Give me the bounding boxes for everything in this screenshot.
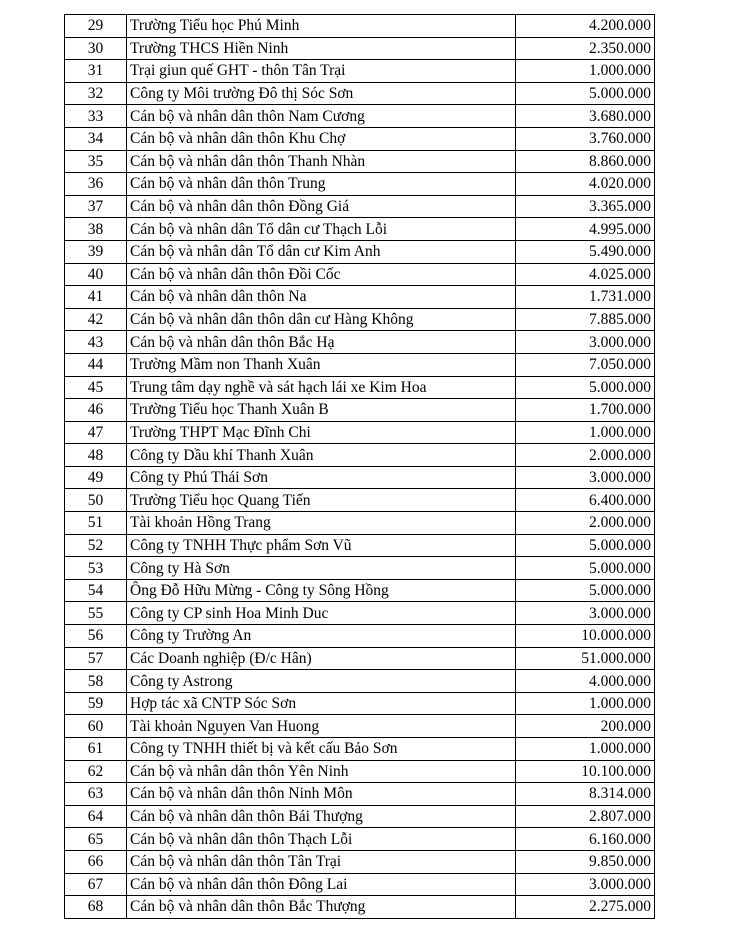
table-row bbox=[65, 715, 655, 738]
donor-name-cell: Công ty TNHH thiết bị và kết cấu Bảo Sơn bbox=[127, 738, 516, 761]
donor-name-cell: Cán bộ và nhân dân thôn Ninh Môn bbox=[127, 783, 516, 806]
donor-name-cell: Trường Mầm non Thanh Xuân bbox=[127, 353, 516, 376]
table-row bbox=[65, 670, 655, 693]
row-number-cell: 61 bbox=[65, 738, 127, 761]
row-number-cell: 37 bbox=[65, 195, 127, 218]
amount-cell: 5.000.000 bbox=[516, 534, 655, 557]
row-number-cell: 54 bbox=[65, 579, 127, 602]
donor-name-cell: Cán bộ và nhân dân thôn Trung bbox=[127, 173, 516, 196]
table-row bbox=[65, 444, 655, 467]
donor-name-cell: Cán bộ và nhân dân thôn Nam Cương bbox=[127, 105, 516, 128]
donor-name-cell: Công ty Astrong bbox=[127, 670, 516, 693]
amount-cell: 3.000.000 bbox=[516, 873, 655, 896]
row-number-cell: 62 bbox=[65, 760, 127, 783]
donor-name-cell: Tài khoản Hồng Trang bbox=[127, 512, 516, 535]
table-row bbox=[65, 399, 655, 422]
donor-name-cell: Cán bộ và nhân dân thôn Đông Lai bbox=[127, 873, 516, 896]
table-row bbox=[65, 286, 655, 309]
table-row bbox=[65, 896, 655, 919]
donor-name-cell: Cán bộ và nhân dân thôn Bái Thượng bbox=[127, 805, 516, 828]
row-number-cell: 67 bbox=[65, 873, 127, 896]
row-number-cell: 39 bbox=[65, 240, 127, 263]
amount-cell: 3.760.000 bbox=[516, 127, 655, 150]
table-row bbox=[65, 850, 655, 873]
table-row bbox=[65, 218, 655, 241]
table-row bbox=[65, 489, 655, 512]
amount-cell: 1.000.000 bbox=[516, 421, 655, 444]
amount-cell: 200.000 bbox=[516, 715, 655, 738]
amount-cell: 8.314.000 bbox=[516, 783, 655, 806]
row-number-cell: 36 bbox=[65, 173, 127, 196]
table-row bbox=[65, 512, 655, 535]
amount-cell: 2.275.000 bbox=[516, 896, 655, 919]
table-row bbox=[65, 127, 655, 150]
table-row bbox=[65, 82, 655, 105]
table-row bbox=[65, 353, 655, 376]
row-number-cell: 40 bbox=[65, 263, 127, 286]
donor-name-cell: Công ty Môi trường Đô thị Sóc Sơn bbox=[127, 82, 516, 105]
amount-cell: 3.000.000 bbox=[516, 602, 655, 625]
row-number-cell: 57 bbox=[65, 647, 127, 670]
row-number-cell: 47 bbox=[65, 421, 127, 444]
row-number-cell: 29 bbox=[65, 15, 127, 38]
amount-cell: 1.731.000 bbox=[516, 286, 655, 309]
table-row bbox=[65, 105, 655, 128]
amount-cell: 6.400.000 bbox=[516, 489, 655, 512]
donor-name-cell: Công ty Phú Thái Sơn bbox=[127, 466, 516, 489]
amount-cell: 7.885.000 bbox=[516, 308, 655, 331]
table-row bbox=[65, 15, 655, 38]
row-number-cell: 52 bbox=[65, 534, 127, 557]
amount-cell: 5.000.000 bbox=[516, 579, 655, 602]
donor-name-cell: Trường Tiểu học Phú Minh bbox=[127, 15, 516, 38]
row-number-cell: 56 bbox=[65, 625, 127, 648]
table-row bbox=[65, 783, 655, 806]
row-number-cell: 32 bbox=[65, 82, 127, 105]
table-row bbox=[65, 534, 655, 557]
table-row bbox=[65, 195, 655, 218]
row-number-cell: 53 bbox=[65, 557, 127, 580]
amount-cell: 5.000.000 bbox=[516, 82, 655, 105]
table-row bbox=[65, 692, 655, 715]
amount-cell: 1.000.000 bbox=[516, 738, 655, 761]
row-number-cell: 58 bbox=[65, 670, 127, 693]
donor-name-cell: Cán bộ và nhân dân thôn Thạch Lỗi bbox=[127, 828, 516, 851]
row-number-cell: 49 bbox=[65, 466, 127, 489]
donor-name-cell: Cán bộ và nhân dân thôn Thanh Nhàn bbox=[127, 150, 516, 173]
amount-cell: 4.995.000 bbox=[516, 218, 655, 241]
amount-cell: 3.365.000 bbox=[516, 195, 655, 218]
amount-cell: 3.680.000 bbox=[516, 105, 655, 128]
table-row bbox=[65, 60, 655, 83]
amount-cell: 5.000.000 bbox=[516, 376, 655, 399]
amount-cell: 2.350.000 bbox=[516, 37, 655, 60]
row-number-cell: 38 bbox=[65, 218, 127, 241]
row-number-cell: 60 bbox=[65, 715, 127, 738]
amount-cell: 8.860.000 bbox=[516, 150, 655, 173]
amount-cell: 3.000.000 bbox=[516, 466, 655, 489]
amount-cell: 3.000.000 bbox=[516, 331, 655, 354]
row-number-cell: 51 bbox=[65, 512, 127, 535]
row-number-cell: 43 bbox=[65, 331, 127, 354]
row-number-cell: 63 bbox=[65, 783, 127, 806]
donor-name-cell: Cán bộ và nhân dân thôn Yên Ninh bbox=[127, 760, 516, 783]
donor-name-cell: Công ty Trường An bbox=[127, 625, 516, 648]
donor-name-cell: Cán bộ và nhân dân thôn Khu Chợ bbox=[127, 127, 516, 150]
row-number-cell: 31 bbox=[65, 60, 127, 83]
row-number-cell: 41 bbox=[65, 286, 127, 309]
table-row bbox=[65, 376, 655, 399]
row-number-cell: 64 bbox=[65, 805, 127, 828]
donor-name-cell: Cán bộ và nhân dân thôn Tân Trại bbox=[127, 850, 516, 873]
donor-name-cell: Cán bộ và nhân dân thôn Đồng Giá bbox=[127, 195, 516, 218]
amount-cell: 51.000.000 bbox=[516, 647, 655, 670]
table-row bbox=[65, 466, 655, 489]
table-row bbox=[65, 37, 655, 60]
donor-name-cell: Cán bộ và nhân dân Tổ dân cư Kim Anh bbox=[127, 240, 516, 263]
donor-name-cell: Công ty Dầu khí Thanh Xuân bbox=[127, 444, 516, 467]
table-row bbox=[65, 805, 655, 828]
row-number-cell: 66 bbox=[65, 850, 127, 873]
row-number-cell: 35 bbox=[65, 150, 127, 173]
amount-cell: 4.000.000 bbox=[516, 670, 655, 693]
donor-name-cell: Tài khoản Nguyen Van Huong bbox=[127, 715, 516, 738]
table-row bbox=[65, 873, 655, 896]
amount-cell: 4.025.000 bbox=[516, 263, 655, 286]
donor-name-cell: Cán bộ và nhân dân thôn Bắc Hạ bbox=[127, 331, 516, 354]
row-number-cell: 55 bbox=[65, 602, 127, 625]
donor-name-cell: Trung tâm dạy nghề và sát hạch lái xe Kim Hoa bbox=[127, 376, 516, 399]
donor-name-cell: Cán bộ và nhân dân thôn Na bbox=[127, 286, 516, 309]
donor-name-cell: Trại giun quế GHT - thôn Tân Trại bbox=[127, 60, 516, 83]
donation-table bbox=[64, 14, 655, 919]
amount-cell: 1.000.000 bbox=[516, 60, 655, 83]
donor-name-cell: Trường Tiểu học Thanh Xuân B bbox=[127, 399, 516, 422]
row-number-cell: 50 bbox=[65, 489, 127, 512]
donor-name-cell: Hợp tác xã CNTP Sóc Sơn bbox=[127, 692, 516, 715]
amount-cell: 1.700.000 bbox=[516, 399, 655, 422]
donor-name-cell: Trường THCS Hiền Ninh bbox=[127, 37, 516, 60]
row-number-cell: 33 bbox=[65, 105, 127, 128]
row-number-cell: 44 bbox=[65, 353, 127, 376]
amount-cell: 2.807.000 bbox=[516, 805, 655, 828]
table-row bbox=[65, 828, 655, 851]
amount-cell: 9.850.000 bbox=[516, 850, 655, 873]
donor-name-cell: Công ty TNHH Thực phẩm Sơn Vũ bbox=[127, 534, 516, 557]
row-number-cell: 65 bbox=[65, 828, 127, 851]
donor-name-cell: Công ty CP sinh Hoa Minh Duc bbox=[127, 602, 516, 625]
amount-cell: 7.050.000 bbox=[516, 353, 655, 376]
donor-name-cell: Ông Đỗ Hữu Mừng - Công ty Sông Hồng bbox=[127, 579, 516, 602]
row-number-cell: 48 bbox=[65, 444, 127, 467]
row-number-cell: 46 bbox=[65, 399, 127, 422]
row-number-cell: 59 bbox=[65, 692, 127, 715]
table-row bbox=[65, 150, 655, 173]
table-row bbox=[65, 173, 655, 196]
donor-name-cell: Trường Tiểu học Quang Tiến bbox=[127, 489, 516, 512]
amount-cell: 10.000.000 bbox=[516, 625, 655, 648]
amount-cell: 4.020.000 bbox=[516, 173, 655, 196]
table-row bbox=[65, 760, 655, 783]
amount-cell: 6.160.000 bbox=[516, 828, 655, 851]
amount-cell: 1.000.000 bbox=[516, 692, 655, 715]
amount-cell: 2.000.000 bbox=[516, 444, 655, 467]
row-number-cell: 30 bbox=[65, 37, 127, 60]
table-row bbox=[65, 331, 655, 354]
amount-cell: 5.000.000 bbox=[516, 557, 655, 580]
donor-name-cell: Cán bộ và nhân dân Tổ dân cư Thạch Lỗi bbox=[127, 218, 516, 241]
amount-cell: 4.200.000 bbox=[516, 15, 655, 38]
table-body bbox=[65, 15, 655, 919]
donor-name-cell: Cán bộ và nhân dân thôn dân cư Hàng Không bbox=[127, 308, 516, 331]
amount-cell: 2.000.000 bbox=[516, 512, 655, 535]
table-row bbox=[65, 263, 655, 286]
donor-name-cell: Công ty Hà Sơn bbox=[127, 557, 516, 580]
table-row bbox=[65, 308, 655, 331]
donor-name-cell: Cán bộ và nhân dân thôn Bắc Thượng bbox=[127, 896, 516, 919]
table-row bbox=[65, 579, 655, 602]
donor-name-cell: Trường THPT Mạc Đĩnh Chi bbox=[127, 421, 516, 444]
table-row bbox=[65, 647, 655, 670]
table-row bbox=[65, 557, 655, 580]
row-number-cell: 45 bbox=[65, 376, 127, 399]
donor-name-cell: Cán bộ và nhân dân thôn Đồi Cốc bbox=[127, 263, 516, 286]
table-row bbox=[65, 421, 655, 444]
table-row bbox=[65, 738, 655, 761]
table-row bbox=[65, 625, 655, 648]
row-number-cell: 42 bbox=[65, 308, 127, 331]
amount-cell: 10.100.000 bbox=[516, 760, 655, 783]
row-number-cell: 68 bbox=[65, 896, 127, 919]
row-number-cell: 34 bbox=[65, 127, 127, 150]
amount-cell: 5.490.000 bbox=[516, 240, 655, 263]
table-row bbox=[65, 602, 655, 625]
table-row bbox=[65, 240, 655, 263]
donor-name-cell: Các Doanh nghiệp (Đ/c Hân) bbox=[127, 647, 516, 670]
